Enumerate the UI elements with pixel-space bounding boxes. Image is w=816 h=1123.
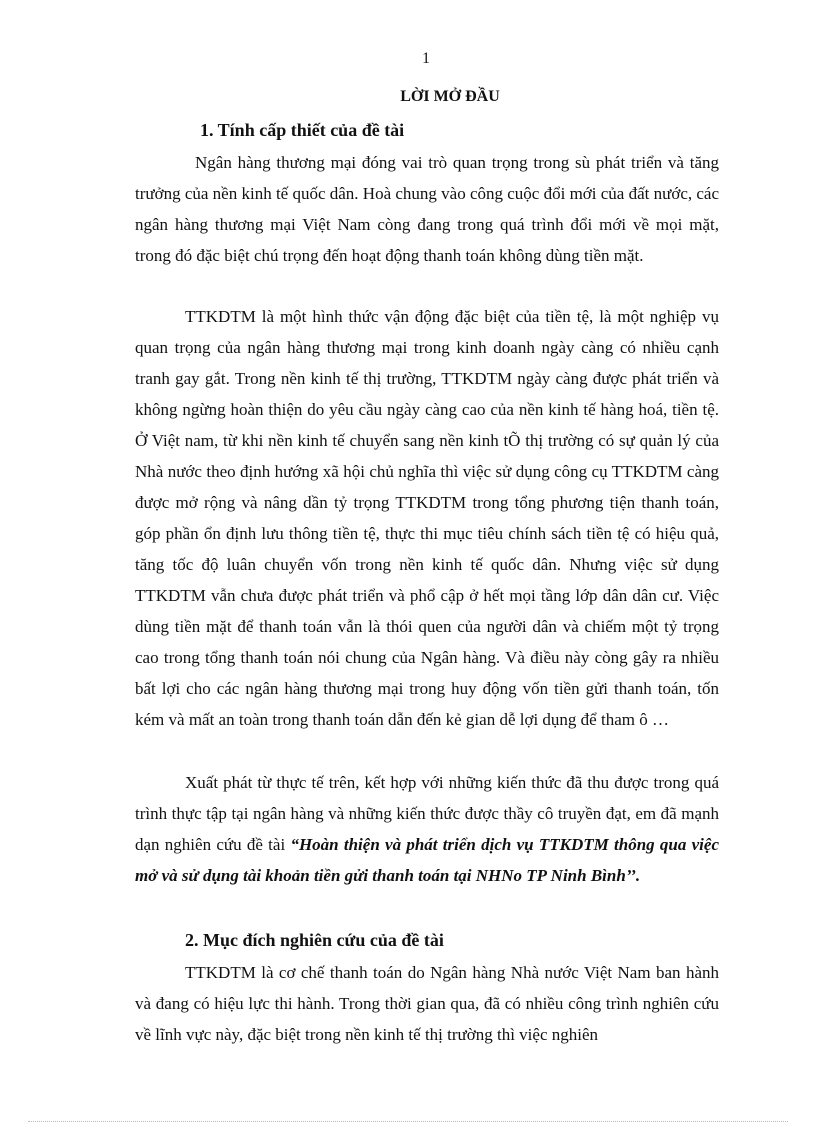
section-1-paragraph-3	[135, 767, 719, 891]
section-1-paragraph-1: Ngân hàng thương mại đóng vai trò quan trọng trong sù phát triển và tăng trưởng của nền kinh tế quốc dân. Hoà chung vào công cuộc đổi mới của đất nước, các ngân hàng thương mại Việt Nam còng đang trong quá trình đổi mới về mọi mặt, trong đó đặc biệt chú trọng đến hoạt động thanh toán không dùng tiền mặt.	[135, 153, 720, 265]
section-1-heading: 1. Tính cấp thiết của đề tài	[200, 120, 405, 140]
paragraph-3-end: .	[635, 866, 641, 885]
paragraph-3-intro: Xuất phát từ thực tế trên, kết hợp với những kiến thức đã thu được trong quá trình thực tập tại ngân hàng và những kiến thức được thầy cô truyền đạt, em đã mạnh dạn nghiên cứu đề tài	[135, 773, 719, 854]
section-2-heading: 2. Mục đích nghiên cứu của đề tài	[185, 930, 444, 950]
section-1-paragraph-2: TTKDTM là một hình thức vận động đặc biệt của tiền tệ, là một nghiệp vụ quan trọng của ngân hàng thương mại trong kinh doanh ngày càng có nhiều cạnh tranh gay gắt. Trong nền kinh tế thị trường, TTKDTM ngày càng được phát triển và không ngừng hoàn thiện do yêu cầu ngày càng cao của nền kinh tế hàng hoá, tiền tệ. Ở Việt nam, từ khi nền kinh tế chuyển sang nền kinh tÕ thị trường có sự quản lý của Nhà nước theo định hướng xã hội chủ nghĩa thì việc sử dụng công cụ TTKDTM càng được mở rộng và nâng dần tỷ trọng TTKDTM trong tổng phương tiện thanh toán, góp phần ổn định lưu thông tiền tệ, thực thi mục tiêu chính sách tiền tệ có hiệu quả, tăng tốc độ luân chuyển vốn trong nền kinh tế quốc dân. Nhưng việc sử dụng TTKDTM vẫn chưa được phát triển và phổ cập ở hết mọi tầng lớp dân dân cư. Việc dùng tiền mặt để thanh toán vẫn là thói quen của người dân và chiếm một tỷ trọng cao trong tổng thanh toán nói chung của Ngân hàng. Và điều này còng gây ra nhiều bất lợi cho các ngân hàng thương mại trong huy động vốn tiền gửi thanh toán, tốn kém và mất an toàn trong thanh toán dẫn đến kẻ gian dễ lợi dụng để tham ô …	[135, 307, 719, 729]
section-2-paragraph-1: TTKDTM là cơ chế thanh toán do Ngân hàng Nhà nước Việt Nam ban hành và đang có hiệu lực thi hành. Trong thời gian qua, đã có nhiều công trình nghiên cứu về lĩnh vực này, đặc biệt trong nền kinh tế thị trường thì việc nghiên	[135, 963, 719, 1044]
research-topic-title: “Hoàn thiện và phát triển dịch vụ TTKDTM thông qua việc mở và sử dụng tài khoản tiền gửi thanh toán tại NHNo TP Ninh Bình’’	[135, 835, 719, 885]
document-title: LỜI MỞ ĐẦU	[400, 88, 500, 105]
page-number: 1	[422, 50, 430, 67]
page-bottom-rule	[28, 1121, 788, 1122]
